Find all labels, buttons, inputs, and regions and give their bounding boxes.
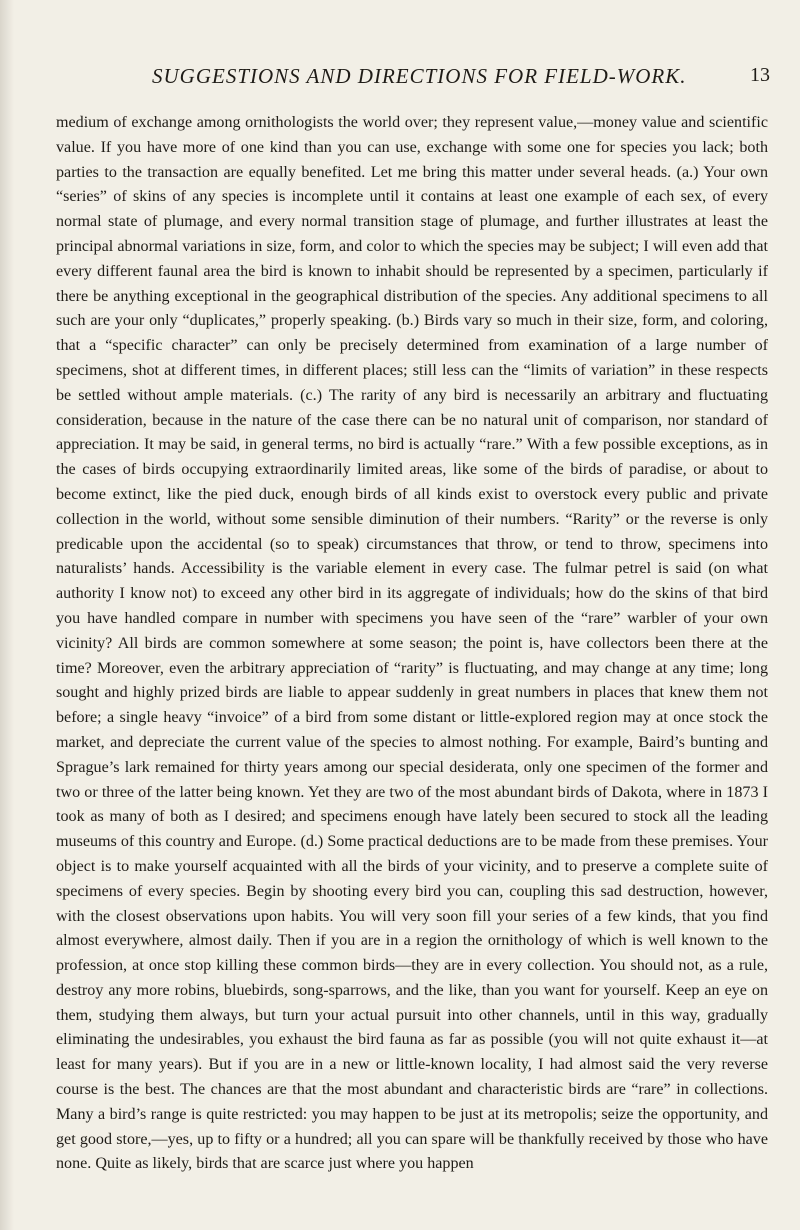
body-paragraph: medium of exchange among ornithologists the world over; they represent value,—money value and scientific value. If you have more of one kind than you can use, exchange with some one for species you lack; both parties to the transaction are equally benefited. Let me bring this matter under several heads. (a.) Your own “series” of skins of any species is incomplete until it contains at least one example of each sex, of every normal state of plumage, and every normal transition stage of plumage, and further illustrates at least the principal abnormal variations in size, form, and color to which the species may be subject; I will even add that every different faunal area the bird is known to inhabit should be represented by a specimen, particularly if there be anything exceptional in the geographical distribution of the species. Any additional specimens to all such are your only “duplicates,” properly speaking. (b.) Birds vary so much in their size, form, and coloring, that a “specific character” can only be precisely determined from examination of a large number of specimens, shot at different times, in different places; still less can the “limits of variation” in these respects be settled without ample materials. (c.) The rarity of any bird is necessarily an arbitrary and fluctuating consideration, because in the nature of the case there can be no natural unit of comparison, nor standard of appreciation. It may be said, in general terms, no bird is actually “rare.” With a few possible exceptions, as in the cases of birds occupying extraordinarily limited areas, like some of the birds of paradise, or about to become extinct, like the pied duck, enough birds of all kinds exist to overstock every public and private collection in the world, without some sensible diminution of their numbers. “Rarity” or the reverse is only predicable upon the accidental (so to speak) circumstances that throw, or tend to throw, specimens into naturalists’ hands. Accessibility is the variable element in every case. The fulmar petrel is said (on what authority I know not) to exceed any other bird in its aggregate of individuals; how do the skins of that bird you have handled compare in number with specimens you have seen of the “rare” warbler of your own vicinity? All birds are common somewhere at some season; the point is, have collectors been there at the time? Moreover, even the arbitrary appreciation of “rarity” is fluctuating, and may change at any time; long sought and highly prized birds are liable to appear suddenly in great numbers in places that knew them not before; a single heavy “invoice” of a bird from some distant or little-explored region may at once stock the market, and depreciate the current value of the species to almost nothing. For example, Baird’s bunting and Sprague’s lark remained for thirty years among our special desiderata, only one specimen of the former and two or three of the latter being known. Yet they are two of the most abundant birds of Dakota, where in 1873 I took as many of both as I desired; and specimens enough have lately been secured to stock all the leading museums of this country and Europe. (d.) Some practical deductions are to be made from these premises. Your object is to make yourself acquainted with all the birds of your vicinity, and to preserve a complete suite of specimens of every species. Begin by shooting every bird you can, coupling this sad destruction, however, with the closest observations upon habits. You will very soon fill your series of a few kinds, that you find almost everywhere, almost daily. Then if you are in a region the ornithology of which is well known to the profession, at once stop killing these common birds—they are in every collection. You should not, as a rule, destroy any more robins, bluebirds, song-sparrows, and the like, than you want for yourself. Keep an eye on them, studying them always, but turn your actual pursuit into other channels, until in this way, gradually eliminating the undesirables, you exhaust the bird fauna as far as possible (you will not quite exhaust it—at least for many years). But if you are in a new or little-known locality, I had almost said the very reverse course is the best. The chances are that the most abundant and characteristic birds are “rare” in collections. Many a bird’s range is quite restricted: you may happen to be just at its metropolis; seize the opportunity, and get good store,—yes, up to fifty or a hundred; all you can spare will be thankfully received by those who have none. Quite as likely, birds that are scarce just where you happen <box>56 114 768 1173</box>
running-head: SUGGESTIONS AND DIRECTIONS FOR FIELD-WORK. <box>152 64 687 88</box>
page-number: 13 <box>750 64 770 86</box>
page-edge-shadow <box>0 0 14 1230</box>
page-header <box>52 58 770 98</box>
body-text <box>56 111 768 1177</box>
